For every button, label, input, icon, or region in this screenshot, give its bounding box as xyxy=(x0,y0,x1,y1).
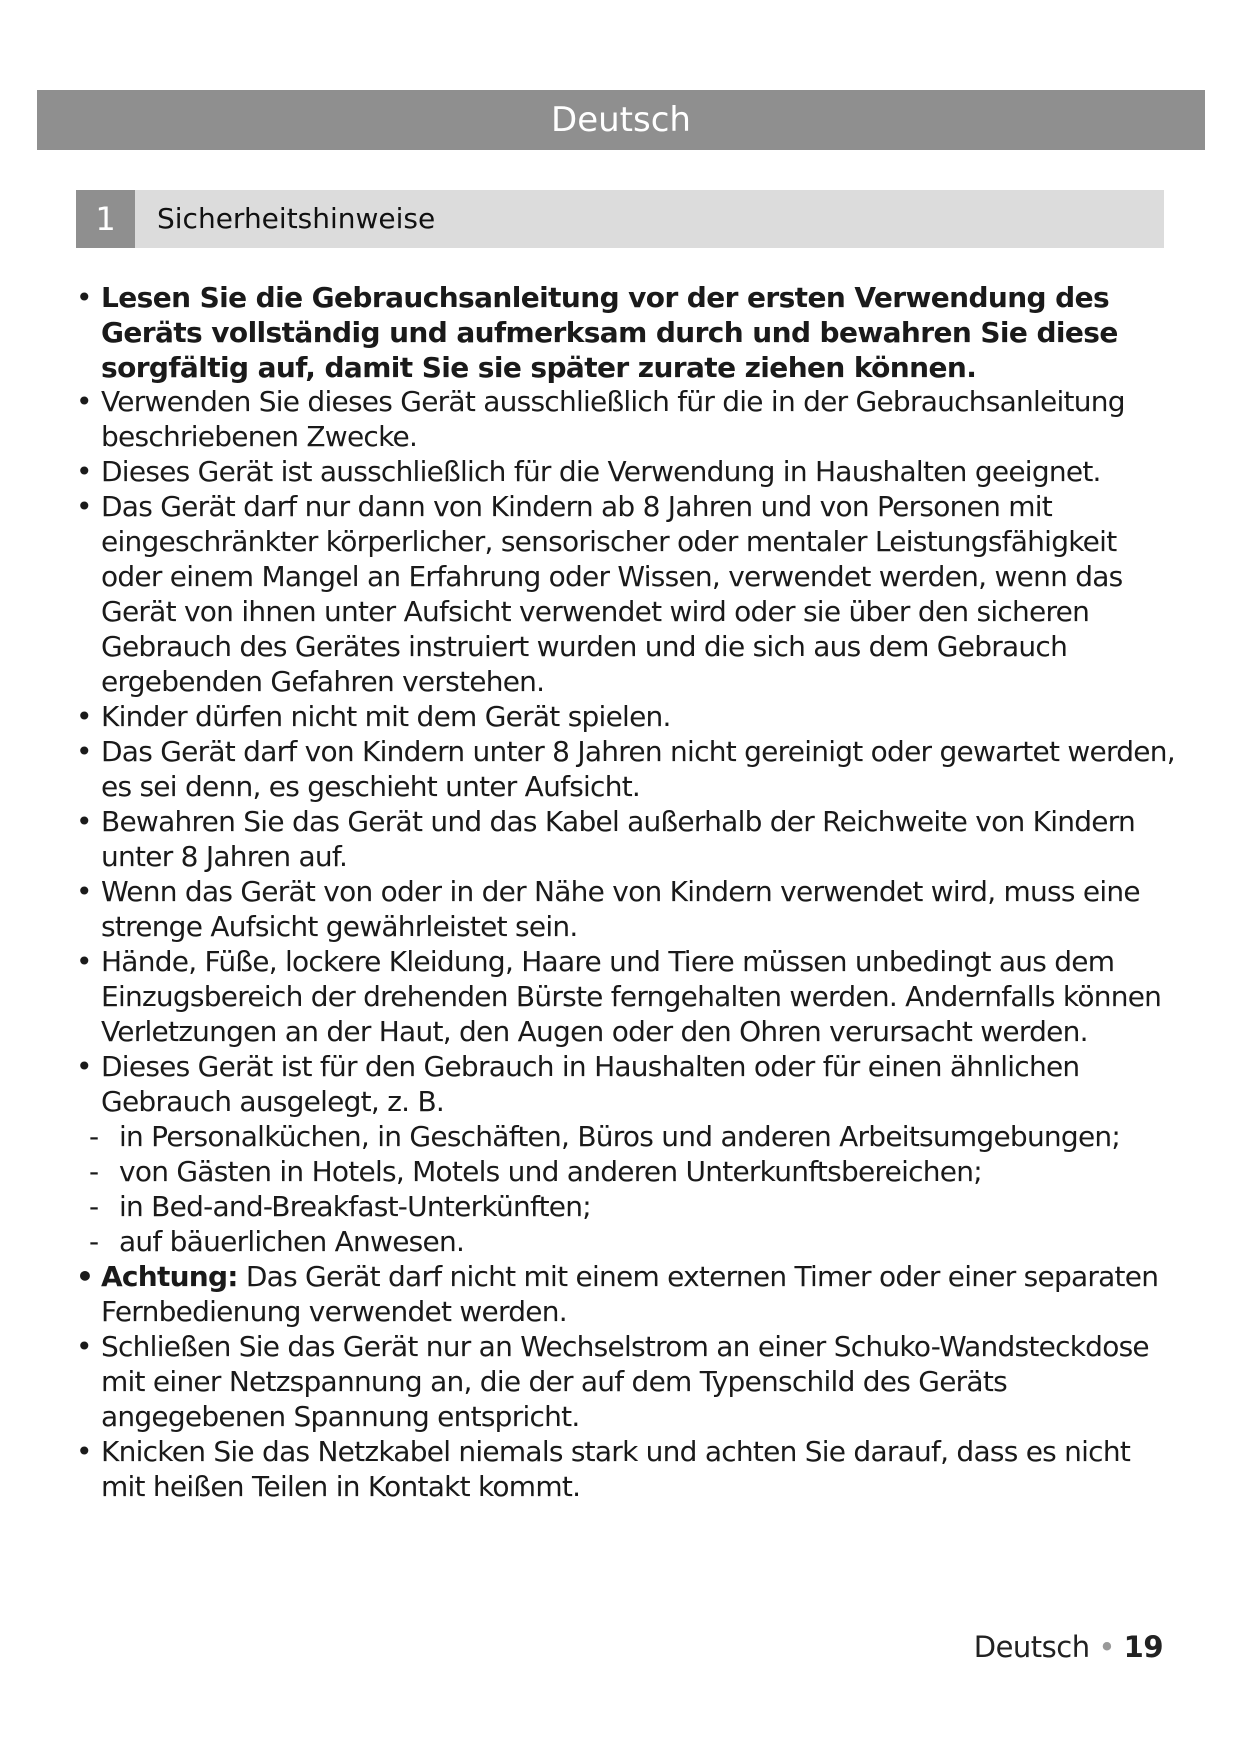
list-item xyxy=(76,384,1176,454)
sub-list-item-text: in Bed-and-Breakfast-Unterkünften; xyxy=(119,1190,591,1223)
section-title: Sicherheitshinweise xyxy=(157,202,436,235)
bullet-icon: • xyxy=(76,281,92,314)
sub-list-item xyxy=(89,1224,1189,1259)
warning-text: Das Gerät darf nicht mit einem externen Timer oder einer separaten Fernbedienung verwendet werden. xyxy=(101,1260,1159,1328)
sub-list-item-text: in Personalküchen, in Geschäften, Büros und anderen Arbeitsumgebungen; xyxy=(119,1120,1121,1153)
bullet-icon: • xyxy=(76,455,92,488)
list-item-text: Das Gerät darf nur dann von Kindern ab 8 Jahren und von Personen mit eingeschränkter körperlicher, sensorischer oder mentaler Leistungsfähigkeit oder einem Mangel an Erfahrung oder Wissen, verwendet werden, wenn das Gerät von ihnen unter Aufsicht verwendet wird oder sie über den sicheren Gebrauch des Gerätes instruiert wurden und die sich aus dem Gebrauch ergebenden Gefahren verstehen. xyxy=(101,490,1123,698)
list-item xyxy=(76,699,1176,734)
bullet-icon: • xyxy=(76,875,92,908)
sub-list-item xyxy=(89,1189,1189,1224)
list-item xyxy=(76,1329,1176,1434)
bullet-icon: • xyxy=(76,1260,94,1293)
list-item xyxy=(76,454,1176,489)
footer-separator: • xyxy=(1098,1630,1115,1664)
sub-list-item-text: auf bäuerlichen Anwesen. xyxy=(119,1225,465,1258)
dash-icon: - xyxy=(89,1120,99,1153)
list-item-lead xyxy=(76,280,1176,385)
bullet-icon: • xyxy=(76,1330,92,1363)
list-item-text: Wenn das Gerät von oder in der Nähe von Kindern verwendet wird, muss eine strenge Aufsicht gewährleistet sein. xyxy=(101,875,1140,943)
list-item xyxy=(76,1434,1176,1504)
list-item-text: Knicken Sie das Netzkabel niemals stark und achten Sie darauf, dass es nicht mit heißen Teilen in Kontakt kommt. xyxy=(101,1435,1131,1503)
list-item xyxy=(76,874,1176,944)
list-item-text: Das Gerät darf von Kindern unter 8 Jahren nicht gereinigt oder gewartet werden, es sei denn, es geschieht unter Aufsicht. xyxy=(101,735,1175,803)
sub-list-item xyxy=(89,1154,1189,1189)
page-footer xyxy=(974,1630,1163,1664)
section-number: 1 xyxy=(76,190,135,248)
dash-icon: - xyxy=(89,1155,99,1188)
list-item-warning xyxy=(76,1259,1176,1329)
bullet-icon: • xyxy=(76,385,92,418)
bullet-icon: • xyxy=(76,735,92,768)
list-item-text: Dieses Gerät ist ausschließlich für die Verwendung in Haushalten geeignet. xyxy=(101,455,1101,488)
dash-icon: - xyxy=(89,1225,99,1258)
warning-label: Achtung: xyxy=(101,1260,238,1293)
section-header xyxy=(76,190,1164,248)
page-number: 19 xyxy=(1123,1630,1163,1664)
language-banner-label: Deutsch xyxy=(551,100,691,140)
list-item-text: Bewahren Sie das Gerät und das Kabel außerhalb der Reichweite von Kindern unter 8 Jahren auf. xyxy=(101,805,1136,873)
bullet-icon: • xyxy=(76,490,92,523)
sub-list-item-text: von Gästen in Hotels, Motels und anderen Unterkunftsbereichen; xyxy=(119,1155,982,1188)
bullet-icon: • xyxy=(76,1435,92,1468)
bullet-icon: • xyxy=(76,805,92,838)
list-item xyxy=(76,734,1176,804)
sub-list-item xyxy=(89,1119,1189,1154)
list-item xyxy=(76,944,1176,1049)
bullet-icon: • xyxy=(76,1050,92,1083)
list-item-text: Schließen Sie das Gerät nur an Wechselstrom an einer Schuko-Wandsteckdose mit einer Netzspannung an, die der auf dem Typenschild des Geräts angegebenen Spannung entspricht. xyxy=(101,1330,1149,1433)
list-item xyxy=(76,804,1176,874)
list-item-text: Verwenden Sie dieses Gerät ausschließlich für die in der Gebrauchsanleitung beschriebenen Zwecke. xyxy=(101,385,1125,453)
list-item xyxy=(76,1049,1176,1119)
footer-language: Deutsch xyxy=(973,1630,1090,1664)
safety-instructions-list xyxy=(76,280,1176,1504)
list-item-text: Kinder dürfen nicht mit dem Gerät spielen. xyxy=(101,700,671,733)
lead-instruction-text: Lesen Sie die Gebrauchsanleitung vor der ersten Verwendung des Geräts vollständig und aufmerksam durch und bewahren Sie diese sorgfältig auf, damit Sie sie später zurate ziehen können. xyxy=(101,281,1118,384)
bullet-icon: • xyxy=(76,700,92,733)
list-item-text: Hände, Füße, lockere Kleidung, Haare und Tiere müssen unbedingt aus dem Einzugsbereich der drehenden Bürste ferngehalten werden. Andernfalls können Verletzungen an der Haut, den Augen oder den Ohren verursacht werden. xyxy=(101,945,1162,1048)
language-banner xyxy=(37,90,1205,150)
list-item xyxy=(76,489,1176,699)
dash-icon: - xyxy=(89,1190,99,1223)
bullet-icon: • xyxy=(76,945,92,978)
list-item-text: Dieses Gerät ist für den Gebrauch in Haushalten oder für einen ähnlichen Gebrauch ausgelegt, z. B. xyxy=(101,1050,1080,1118)
